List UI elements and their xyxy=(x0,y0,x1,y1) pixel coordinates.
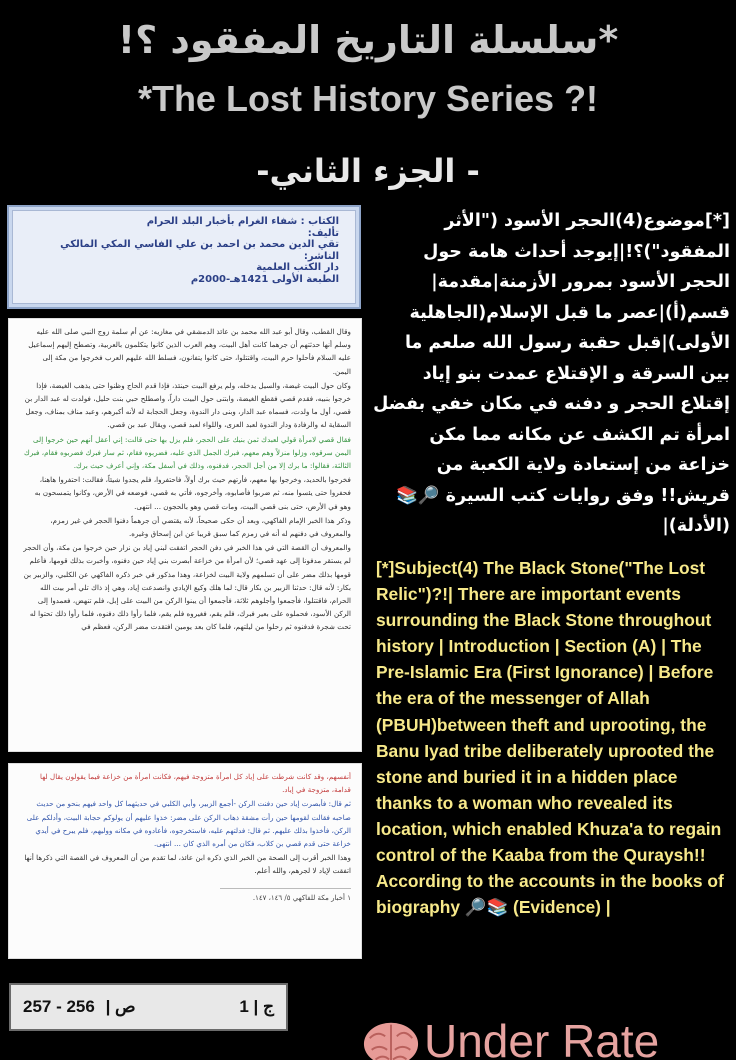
arabic-description: [*]موضوع(4)الحجر الأسود ("الأثر المفقود")؟!|إيوجد أحداث هامة حول الحجر الأسود بمرور الأزمنة|مقدمة| قسم(أ)|عصر ما قبل الإسلام(الجاهلية الأولى)|قبل حقبة رسول الله صلعم ما بين السرقة و الإقتلاع عمدت بنو إياد إقتلاع الحجر و دفنه في مكان خفي بفضل امرأة تم الكشف عن مكانه مما مكن خزاعة من إستعادة ولاية الكعبة من قريش!! وفق روايات كتب السيرة 🔎📚(الأدلة)| xyxy=(373,211,730,536)
book-author-label: تأليف: xyxy=(307,227,339,239)
scan-paragraph: فخرجوا بالحديد، وخرجوا بها معهم، فأرتهم حيث برك أولاً، فاحتفروا، فلم يجدوا شيئاً، فقالت: احتفروا هاهنا، فحفروا حتى يئسوا منه، ثم ضربوا فأصابوه، وأخرجوه، فأتي به قصي، فوضعه في الأرض، وكانوا يتمسحون به وهو في الأرض، حتى بنى قصي البيت، ومات قصي وهو بالحجون ... انتهى. xyxy=(34,475,351,511)
scan-paragraph: وكان حول البيت غيضة، والسيل يدخله، ولم يرفع البيت حينئذ، فإذا قدم الحاج وظنوا حتى يذهب الغيضة، فإذا خرجوا بنبيه، فقدم قصي فقطع الغيضة، وابتنى حول البيت داراً، واصطلح حبي بنت حليل، فولدت له عبد الدار بن قصي، أول ما ولدت، فسماه عبد الدار، وبنى دار الندوة، وجعل الحجابة له لأنه أكبرهم، وعبد مناف بمناف، وجعل السقاية له والرفادة ودار الندوة لعبد العزى، واللواء لعبد قصي، ويقال عبد بن قصي. xyxy=(24,380,351,430)
book-title-line: الكتاب : شفاء الغرام بأخبار البلد الحرام xyxy=(146,216,339,227)
scan-paragraph: وذكر هذا الخبر الإمام الفاكهي، وبعد أن حكى صحيحاً، لأنه يقتضي أن جرهماً دفنوا الحجر في غير زمزم، والمعروف في دفنهم له أنه في زمزم كما سبق قريبا عن ابن إسحاق وغيره. xyxy=(50,515,351,539)
english-description: [*]Subject(4) The Black Stone("The Lost Relic")?!| There are important events surrounding the Black Stone throughout history | Introduction | Section (A) | The Pre-Islamic Era (First Ignorance) | Before the era of the messenger of Allah (PBUH)between theft and uprooting, the Banu Iyad tribe deliberately uprooted the stone and buried it in a hidden place thanks to a woman who revealed its location, which enabled Khuza'a to regain control of the Kaaba from the Quraysh!! According to the accounts in the books of biography 🔎📚 (Evidence) | xyxy=(376,558,724,918)
book-edition: الطبعة الأولى 1421هـ-2000م xyxy=(190,273,339,285)
scanned-page-excerpt-2 xyxy=(8,763,362,959)
scanned-page-excerpt-1 xyxy=(8,318,362,752)
title-english: *The Lost History Series ?! xyxy=(137,78,599,119)
title-arabic: *سلسلة التاريخ المفقود ؟! xyxy=(117,18,619,62)
scan-paragraph-highlighted: أنفسهم، وقد كانت شرطت على إياد كل امرأة متزوجة فيهم، فكانت امرأة من خزاعة فيما يقولون يقال لها قدامة، متزوجة في إياد. xyxy=(40,772,351,795)
scan-paragraph-highlighted: فقال قصي لامرأة قولي لعبدك ثمن بنيك على الحجر، فلم يزل بها حتى قالت: إني أعقل أنهم حين خرجوا إلى اليمن سرقوه، وزلوا منزلاً وهم معهم، فبرك الجمل الذي عليه، فضربوه فقام، ثم سار فبرك فضربوه فقام، فبرك الثالثة، فقالوا: ما برك إلا من أجل الحجر، فدفنوه، وذلك في أسفل مكة، وإني أعرف حيث برك. xyxy=(23,434,351,471)
scan-paragraph: والمعروف أن القصة التي في هذا الخبر في دفن الحجر اتفقت لبني إياد بن نزار حين خرجوا من مكة، وأن الحجر لم يستقر مدفونا إلى عهد قصي؛ لأن امرأة من خزاعة أبصرت بني إياد حين دفنوه، وأخبرت بذلك قومها، فأعلم قومها بذلك مضر على أن تسلمهم ولاية البيت لخزاعة، وهذا مذكور في خبر ذكره الفاكهي عن الكلبي، والزبير بن بكار: لأنه قال: حدثنا الزبير بن بكار قال: لما هلك وكيع الإيادي وانصدعت إياد، وهي إذ ذاك تلي أمر بيت الله الحرام، فاقتتلوا، فأجمعوا وأجلوهم ثلاثة، فأجمعوا أن يبنوا الركن من البيت على إبل، فلم تنهض، فعمدوا إلى الركن الأسود، فحملوه على بعير فبرك، فلم يقم، فغيروه فلم يقم، فلما رأوا ذلك دفنوه، فلما رأوا ذلك تحتوا له تحت شجرة فدفنوه ثم رحلوا من ليلتهم، فلما كان بعد يومين افتقدت مضر الركن، فعظم في xyxy=(23,543,351,632)
scan-paragraph: وقال القطب، وقال أبو عبد الله محمد بن عائذ الدمشقي في مغازيه: عن أم سلمة زوج النبي صلى الله عليه وسلم أنها حدثتهم أن جرهما كانت أهل البيت، وهم العرب الذين كانوا يتكلمون بالعربية، وتصطح إليهم إسماعيل عليه السلام فأحلوا حرم البيت، واقتتلوا، حتى كانوا يتفانون، فسلط الله عليهم العرب فخرجوا من مكة إلى اليمن. xyxy=(28,327,351,376)
page-label: ص | xyxy=(105,997,136,1016)
book-publisher: دار الكتب العلمية xyxy=(256,262,339,274)
page-reference-box xyxy=(9,983,288,1031)
volume-number: ج | 1 xyxy=(239,997,274,1016)
watermark-text: Under Rate xyxy=(424,1015,660,1060)
book-author: تقي الدين محمد بن احمد بن علي الفاسي المكي المالكي xyxy=(60,239,339,251)
page-numbers: 257 - 256 xyxy=(23,997,95,1016)
brain-icon xyxy=(362,1018,420,1060)
scan-paragraph: وهذا الخبر أقرب إلى الصحة من الخبر الذي ذكره ابن عائذ، لما تقدم من أن المعروف في القصة التي ذكرها أنها اتفقت لإياد لا لجرهم، والله أعلم. xyxy=(24,853,351,876)
page-reference xyxy=(23,997,136,1017)
scan-footnote: ١ أخبار مكة للفاكهي ٥/ ١٤٦، ١٤٧. xyxy=(220,888,351,905)
watermark xyxy=(362,1010,736,1060)
scan-paragraph-highlighted: ثم قال: فأبصرت إياد حين دفنت الركن -أجمع الزبير، وأبي الكلبي في حديثهما كل واحد فيهم بنحو من حديث صاحبه فقالت لقومها حين رأت مشقة ذهاب الركن على مضر: خذوا عليهم أن يولوكم حجابة البيت، وأدلكم على الركن، فأخذوا بذلك عليهم. ثم قال: فدلتهم عليه، فاستخرجوه، فأعادوه في مكانه ووليهم، فلم يبرح في أيدي خزاعة حتى قدم قصي بن كلاب، فكان من أمره الذي كان ... انتهى. xyxy=(26,799,351,849)
book-publisher-label: الناشر: xyxy=(303,250,339,262)
part-label: - الجزء الثاني- xyxy=(256,152,480,190)
book-info-card xyxy=(7,205,361,309)
